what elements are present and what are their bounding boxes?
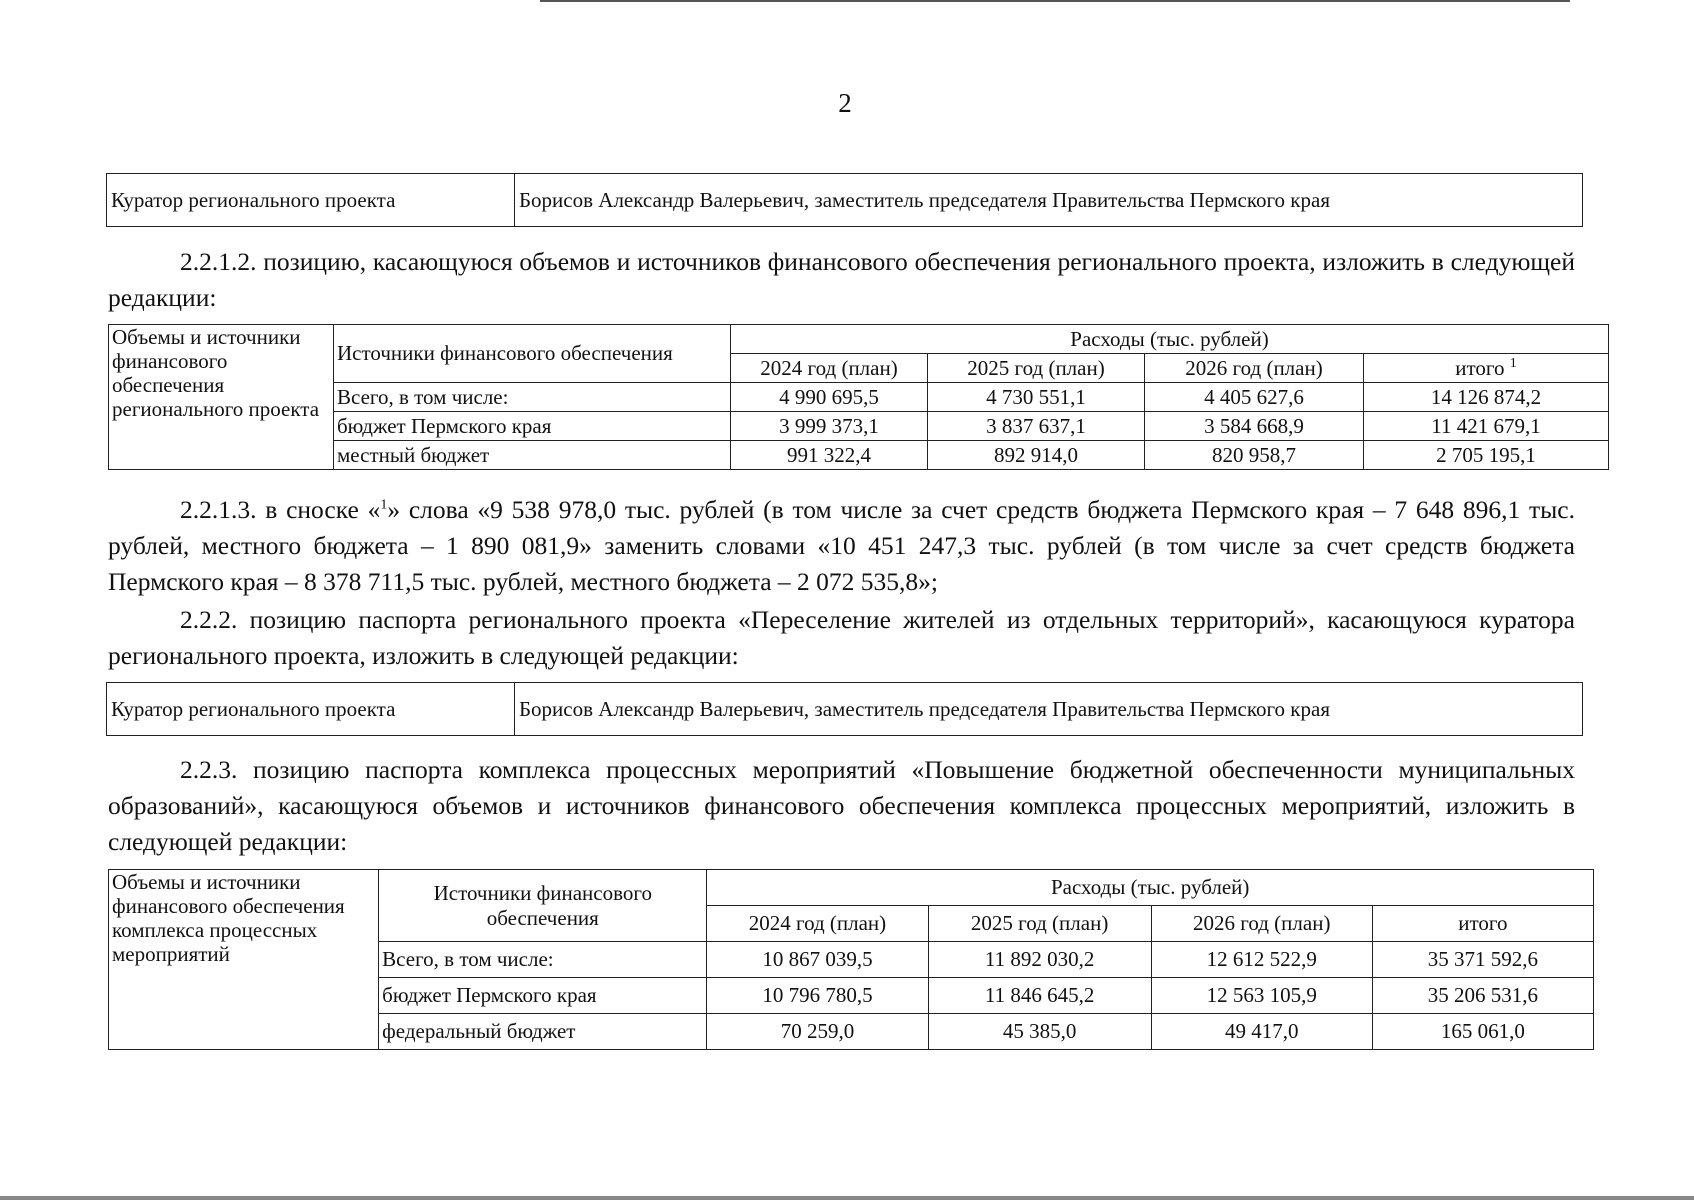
table-row [109, 441, 1609, 470]
value-cell: 991 322,4 [731, 441, 928, 470]
source-cell: бюджет Пермского края [334, 412, 731, 441]
table-row [109, 870, 1594, 906]
paragraph-2-2-3: 2.2.3. позицию паспорта комплекса процессных мероприятий «Повышение бюджетной обеспеченности муниципальных образований», касающуюся объемов и источников финансового обеспечения комплекса процессных мероприятий, изложить в следующей редакции: [108, 755, 1575, 856]
year-header-2025: 2025 год (план) [928, 906, 1151, 942]
value-cell: 45 385,0 [928, 1014, 1151, 1050]
value-cell: 3 584 668,9 [1145, 412, 1364, 441]
year-header-2026: 2026 год (план) [1151, 906, 1372, 942]
bottom-scan-border [0, 1196, 1694, 1200]
table-row [109, 383, 1609, 412]
curator-label: Куратор регионального проекта [107, 174, 515, 227]
total-cell: 35 371 592,6 [1372, 942, 1593, 978]
value-cell: 820 958,7 [1145, 441, 1364, 470]
value-cell: 70 259,0 [707, 1014, 928, 1050]
footnote-marker: 1 [1509, 355, 1517, 371]
table-row [107, 174, 1583, 227]
financing-table-process-measures [108, 869, 1594, 1050]
page-number: 2 [838, 88, 852, 118]
value-cell: 4 405 627,6 [1145, 383, 1364, 412]
total-header [1364, 354, 1609, 383]
value-cell: 4 730 551,1 [928, 383, 1145, 412]
year-header-2026: 2026 год (план) [1145, 354, 1364, 383]
value-cell: 10 796 780,5 [707, 978, 928, 1014]
expenses-header: Расходы (тыс. рублей) [731, 325, 1609, 354]
curator-value: Борисов Александр Валерьевич, заместитель председателя Правительства Пермского края [515, 683, 1583, 736]
footnote-ref: 1 [380, 497, 388, 513]
value-cell: 10 867 039,5 [707, 942, 928, 978]
year-header-2024: 2024 год (план) [731, 354, 928, 383]
paragraph-2-2-2: 2.2.2. позицию паспорта регионального проекта «Переселение жителей из отдельных территорий», касающуюся куратора регионального проекта, изложить в следующей редакции: [108, 605, 1575, 670]
value-cell: 3 837 637,1 [928, 412, 1145, 441]
sources-header: Источники финансового обеспечения [379, 870, 707, 942]
curator-label: Куратор регионального проекта [107, 683, 515, 736]
value-cell: 3 999 373,1 [731, 412, 928, 441]
paragraph-2-2-1-2: 2.2.1.2. позицию, касающуюся объемов и источников финансового обеспечения регионального проекта, изложить в следующей редакции: [108, 247, 1575, 312]
sources-header: Источники финансового обеспечения [334, 325, 731, 383]
total-cell: 35 206 531,6 [1372, 978, 1593, 1014]
table-row [109, 325, 1609, 354]
value-cell: 4 990 695,5 [731, 383, 928, 412]
year-header-2024: 2024 год (план) [707, 906, 928, 942]
source-cell: местный бюджет [334, 441, 731, 470]
total-cell: 14 126 874,2 [1364, 383, 1609, 412]
table-row [107, 683, 1583, 736]
row-header-cell: Объемы и источники финансового обеспечения регионального проекта [109, 325, 334, 470]
value-cell: 11 892 030,2 [928, 942, 1151, 978]
total-header: итого [1372, 906, 1593, 942]
financing-table-regional-project [108, 324, 1609, 470]
table-row [109, 412, 1609, 441]
value-cell: 49 417,0 [1151, 1014, 1372, 1050]
curator-value: Борисов Александр Валерьевич, заместитель председателя Правительства Пермского края [515, 174, 1583, 227]
top-scan-border [540, 0, 1570, 2]
value-cell: 12 612 522,9 [1151, 942, 1372, 978]
source-cell: федеральный бюджет [379, 1014, 707, 1050]
source-cell: Всего, в том числе: [334, 383, 731, 412]
value-cell: 12 563 105,9 [1151, 978, 1372, 1014]
total-cell: 2 705 195,1 [1364, 441, 1609, 470]
year-header-2025: 2025 год (план) [928, 354, 1145, 383]
source-cell: Всего, в том числе: [379, 942, 707, 978]
total-cell: 165 061,0 [1372, 1014, 1593, 1050]
paragraph-2-2-1-3-text-a: 2.2.1.3. в сноске « [180, 495, 381, 524]
curator-table-1 [106, 173, 1583, 227]
row-header-cell: Объемы и источники финансового обеспечения комплекса процессных мероприятий [109, 870, 379, 1050]
source-cell: бюджет Пермского края [379, 978, 707, 1014]
curator-table-2 [106, 682, 1583, 736]
expenses-header: Расходы (тыс. рублей) [707, 870, 1594, 906]
value-cell: 11 846 645,2 [928, 978, 1151, 1014]
total-header-label: итого [1455, 355, 1505, 380]
paragraph-2-2-1-3 [108, 492, 1575, 600]
total-cell: 11 421 679,1 [1364, 412, 1609, 441]
paragraph-2-2-1-3-text-b: » слова «9 538 978,0 тыс. рублей (в том числе за счет средств бюджета Пермского края – 7 648 896,1 тыс. рублей, местного бюджета – 1 890 081,9» заменить словами «10 451 247,3 тыс. рублей (в том числе за счет средств бюджета Пермского края – 8 378 711,5 тыс. рублей, местного бюджета – 2 072 535,8»; [108, 495, 1576, 596]
value-cell: 892 914,0 [928, 441, 1145, 470]
